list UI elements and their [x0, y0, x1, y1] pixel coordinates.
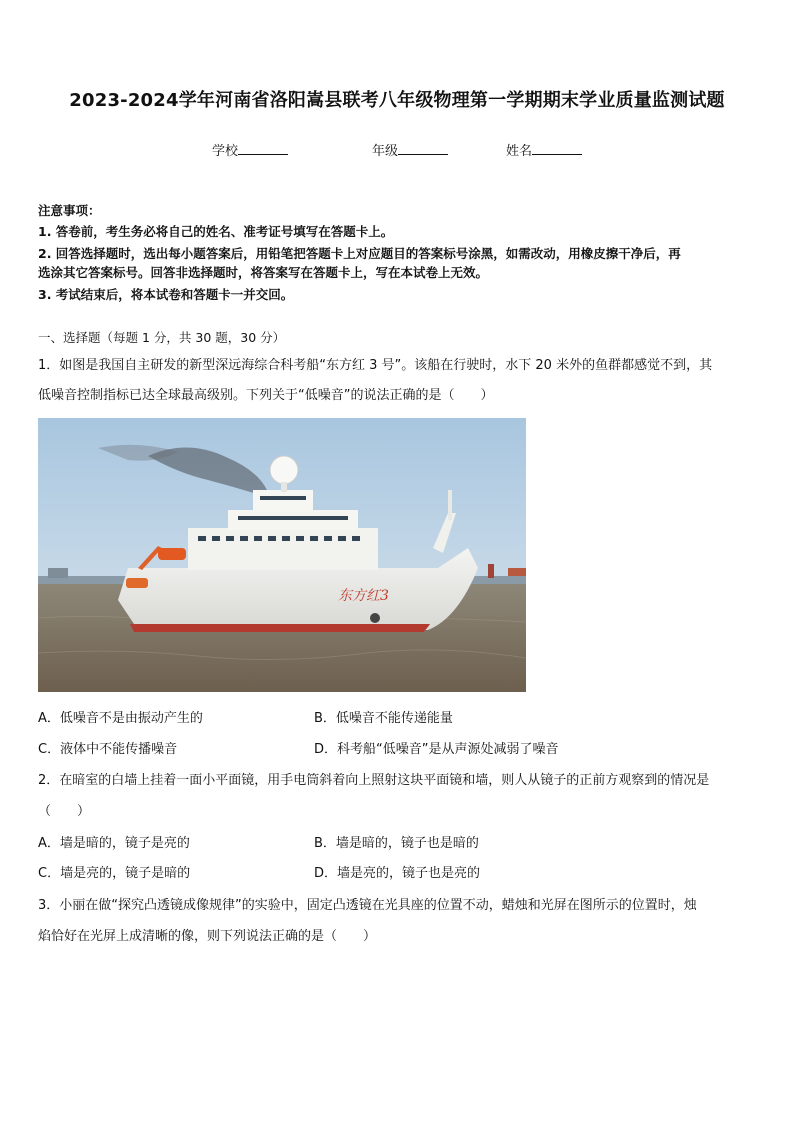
section-heading: 一、选择题（每题 1 分，共 30 题，30 分）	[38, 330, 286, 345]
exam-title: 2023-2024学年河南省洛阳嵩县联考八年级物理第一学期期末学业质量监测试题	[69, 90, 725, 111]
school-label: 学校	[212, 144, 239, 159]
q2-stem-line-1: 2．在暗室的白墙上挂着一面小平面镜，用手电筒斜着向上照射这块平面镜和墙，则人从镜子的正前方观察到的情况是	[38, 773, 710, 788]
notice-heading: 注意事项：	[38, 203, 101, 218]
q1-option-c: C．液体中不能传播噪音	[38, 742, 178, 757]
q1-option-b: B．低噪音不能传递能量	[314, 711, 453, 726]
q2-stem-line-2: （ ）	[38, 804, 91, 819]
grade-blank	[398, 141, 448, 155]
q3-stem-line-2: 焰恰好在光屏上成清晰的像，则下列说法正确的是（ ）	[38, 929, 377, 944]
q2-option-a: A．墙是暗的，镜子是亮的	[38, 836, 190, 851]
q2-option-d: D．墙是亮的，镜子也是亮的	[314, 866, 481, 881]
q1-option-d: D．科考船“低噪音”是从声源处减弱了噪音	[314, 742, 559, 757]
grade-label: 年级	[372, 144, 399, 159]
q1-option-a: A．低噪音不是由振动产生的	[38, 711, 203, 726]
research-ship-photo	[38, 418, 526, 692]
school-field	[212, 140, 288, 159]
q2-option-b: B．墙是暗的，镜子也是暗的	[314, 836, 479, 851]
notice-item-2-line-1: 2. 回答选择题时，选出每小题答案后，用铅笔把答题卡上对应题目的答案标号涂黑，如需改动，用橡皮擦干净后，再	[38, 246, 681, 261]
school-blank	[238, 141, 288, 155]
name-blank	[532, 141, 582, 155]
q1-stem-line-2: 低噪音控制指标已达全球最高级别。下列关于“低噪音”的说法正确的是（ ）	[38, 388, 494, 403]
grade-field	[372, 140, 448, 159]
notice-item-3: 3. 考试结束后，将本试卷和答题卡一并交回。	[38, 287, 294, 302]
ship-name-text: 东方红3	[338, 588, 389, 604]
q2-option-c: C．墙是亮的，镜子是暗的	[38, 866, 191, 881]
name-field	[506, 140, 582, 159]
q3-stem-line-1: 3．小丽在做“探究凸透镜成像规律”的实验中，固定凸透镜在光具座的位置不动，蜡烛和光屏在图所示的位置时，烛	[38, 898, 697, 913]
name-label: 姓名	[506, 144, 533, 159]
notice-item-2-line-2: 选涂其它答案标号。回答非选择题时，将答案写在答题卡上，写在本试卷上无效。	[38, 265, 489, 280]
q1-stem-line-1: 1．如图是我国自主研发的新型深远海综合科考船“东方红 3 号”。该船在行驶时，水下 20 米外的鱼群都感觉不到，其	[38, 358, 713, 373]
notice-item-1: 1. 答卷前，考生务必将自己的姓名、准考证号填写在答题卡上。	[38, 224, 394, 239]
